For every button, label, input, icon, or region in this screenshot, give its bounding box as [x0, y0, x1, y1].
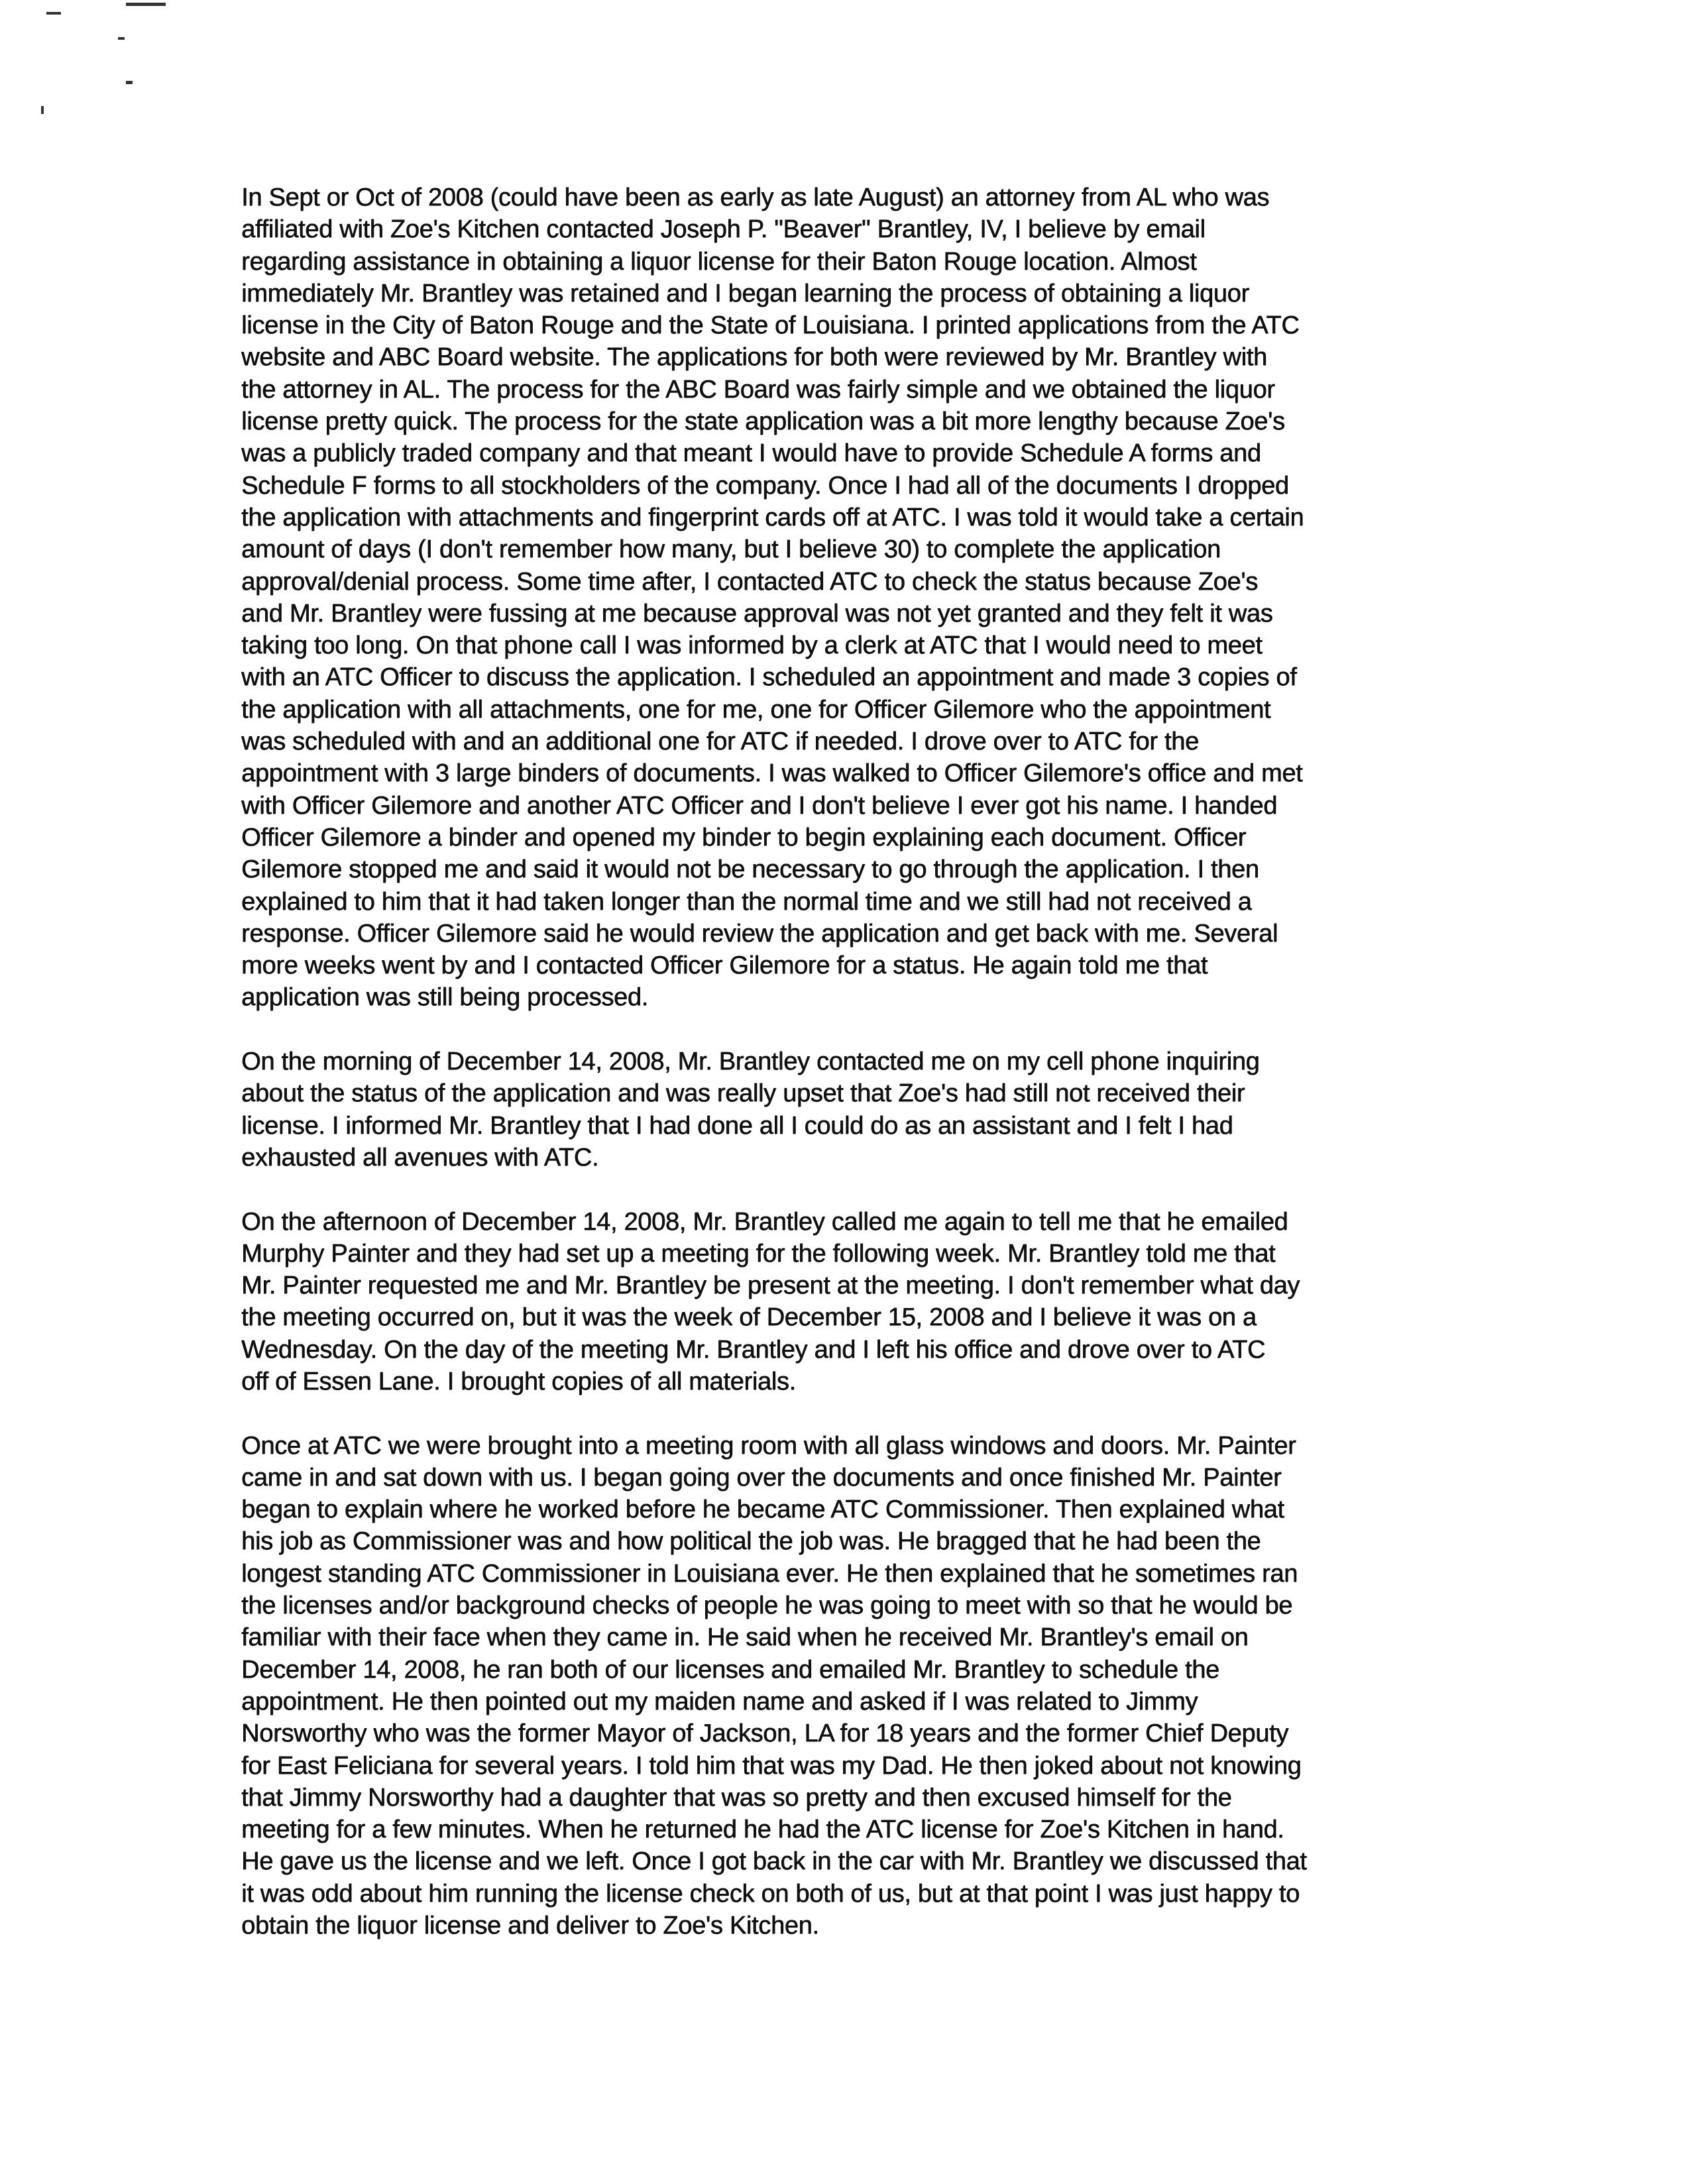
text-line: On the afternoon of December 14, 2008, Mr. Brantley called me again to tell me that he emailed — [241, 1207, 1288, 1236]
text-line: website and ABC Board website. The applications for both were reviewed by Mr. Brantley with — [241, 343, 1267, 372]
text-line: amount of days (I don't remember how many, but I believe 30) to complete the application — [241, 535, 1221, 564]
paragraph — [241, 1430, 1500, 1942]
paragraph — [241, 182, 1500, 1014]
text-line: license pretty quick. The process for the state application was a bit more lengthy because Zoe's — [241, 408, 1285, 436]
scan-artifact — [126, 81, 133, 84]
text-line: Gilemore stopped me and said it would not be necessary to go through the application. I then — [241, 855, 1259, 884]
text-line: the application with attachments and fingerprint cards off at ATC. I was told it would take a certain — [241, 503, 1304, 531]
text-line: application was still being processed. — [241, 983, 648, 1012]
text-line: began to explain where he worked before he became ATC Commissioner. Then explained what — [241, 1496, 1284, 1524]
text-line: license. I informed Mr. Brantley that I had done all I could do as an assistant and I felt I had — [241, 1111, 1233, 1140]
text-line: off of Essen Lane. I brought copies of all materials. — [241, 1367, 796, 1395]
text-line: the meeting occurred on, but it was the week of December 15, 2008 and I believe it was on a — [241, 1303, 1257, 1332]
text-line: the licenses and/or background checks of people he was going to meet with so that he would be — [241, 1592, 1293, 1620]
text-line: He gave us the license and we left. Once I got back in the car with Mr. Brantley we discussed that — [241, 1847, 1307, 1876]
text-line: the application with all attachments, one for me, one for Officer Gilemore who the appointment — [241, 695, 1271, 724]
text-line: In Sept or Oct of 2008 (could have been as early as late August) an attorney from AL who was — [241, 184, 1270, 211]
scan-artifact — [46, 12, 61, 15]
text-line: appointment with 3 large binders of documents. I was walked to Officer Gilemore's office and met — [241, 759, 1303, 788]
text-line: exhausted all avenues with ATC. — [241, 1143, 599, 1172]
text-line: response. Officer Gilemore said he would review the application and get back with me. Several — [241, 919, 1278, 948]
text-line: with an ATC Officer to discuss the application. I scheduled an appointment and made 3 copies of — [241, 663, 1297, 692]
scan-artifact — [126, 3, 166, 6]
text-line: December 14, 2008, he ran both of our licenses and emailed Mr. Brantley to schedule the — [241, 1655, 1219, 1684]
text-line: was scheduled with and an additional one for ATC if needed. I drove over to ATC for the — [241, 728, 1199, 756]
text-line: it was odd about him running the license check on both of us, but at that point I was just happy to — [241, 1879, 1300, 1908]
text-line: for East Feliciana for several years. I told him that was my Dad. He then joked about not knowing — [241, 1751, 1302, 1780]
scan-artifact — [41, 106, 44, 114]
text-line: the attorney in AL. The process for the ABC Board was fairly simple and we obtained the liquor — [241, 375, 1275, 404]
document-body — [241, 182, 1500, 1974]
text-line: Norsworthy who was the former Mayor of Jackson, LA for 18 years and the former Chief Deputy — [241, 1720, 1288, 1748]
text-line: and Mr. Brantley were fussing at me because approval was not yet granted and they felt it was — [241, 599, 1273, 628]
text-line: more weeks went by and I contacted Officer Gilemore for a status. He again told me that — [241, 952, 1208, 980]
paragraph — [241, 1206, 1500, 1398]
text-line: Schedule F forms to all stockholders of the company. Once I had all of the documents I dropped — [241, 471, 1289, 500]
text-line: Once at ATC we were brought into a meeting room with all glass windows and doors. Mr. Painter — [241, 1431, 1296, 1460]
text-line: appointment. He then pointed out my maiden name and asked if I was related to Jimmy — [241, 1687, 1198, 1716]
text-line: longest standing ATC Commissioner in Louisiana ever. He then explained that he sometimes ran — [241, 1559, 1298, 1588]
text-line: about the status of the application and was really upset that Zoe's had still not received their — [241, 1079, 1245, 1108]
text-line: immediately Mr. Brantley was retained and I began learning the process of obtaining a liquor — [241, 279, 1249, 307]
text-line: familiar with their face when they came in. He said when he received Mr. Brantley's email on — [241, 1623, 1249, 1652]
text-line: with Officer Gilemore and another ATC Officer and I don't believe I ever got his name. I handed — [241, 791, 1277, 820]
text-line: affiliated with Zoe's Kitchen contacted Joseph P. "Beaver" Brantley, IV, I believe by email — [241, 215, 1206, 244]
text-line: Murphy Painter and they had set up a meeting for the following week. Mr. Brantley told me that — [241, 1239, 1276, 1268]
text-line: Officer Gilemore a binder and opened my binder to begin explaining each document. Officer — [241, 823, 1247, 851]
text-line: Mr. Painter requested me and Mr. Brantley be present at the meeting. I don't remember what day — [241, 1272, 1300, 1300]
scan-artifact — [118, 37, 125, 40]
text-line: obtain the liquor license and deliver to Zoe's Kitchen. — [241, 1912, 819, 1940]
text-line: his job as Commissioner was and how political the job was. He bragged that he had been the — [241, 1527, 1261, 1556]
text-line: was a publicly traded company and that meant I would have to provide Schedule A forms and — [241, 439, 1261, 468]
text-line: explained to him that it had taken longer than the normal time and we still had not received a — [241, 887, 1252, 916]
text-line: meeting for a few minutes. When he returned he had the ATC license for Zoe's Kitchen in hand. — [241, 1816, 1284, 1844]
text-line: On the morning of December 14, 2008, Mr. Brantley contacted me on my cell phone inquiring — [241, 1048, 1260, 1076]
paragraph — [241, 1046, 1500, 1174]
text-line: taking too long. On that phone call I was informed by a clerk at ATC that I would need to meet — [241, 631, 1263, 660]
text-line: came in and sat down with us. I began going over the documents and once finished Mr. Painter — [241, 1463, 1282, 1492]
text-line: Wednesday. On the day of the meeting Mr. Brantley and I left his office and drove over to ATC — [241, 1335, 1266, 1364]
text-line: regarding assistance in obtaining a liquor license for their Baton Rouge location. Almost — [241, 247, 1197, 276]
text-line: that Jimmy Norsworthy had a daughter that was so pretty and then excused himself for the — [241, 1783, 1232, 1812]
text-line: approval/denial process. Some time after, I contacted ATC to check the status because Zoe's — [241, 567, 1258, 596]
text-line: license in the City of Baton Rouge and the State of Louisiana. I printed applications from the ATC — [241, 311, 1300, 340]
